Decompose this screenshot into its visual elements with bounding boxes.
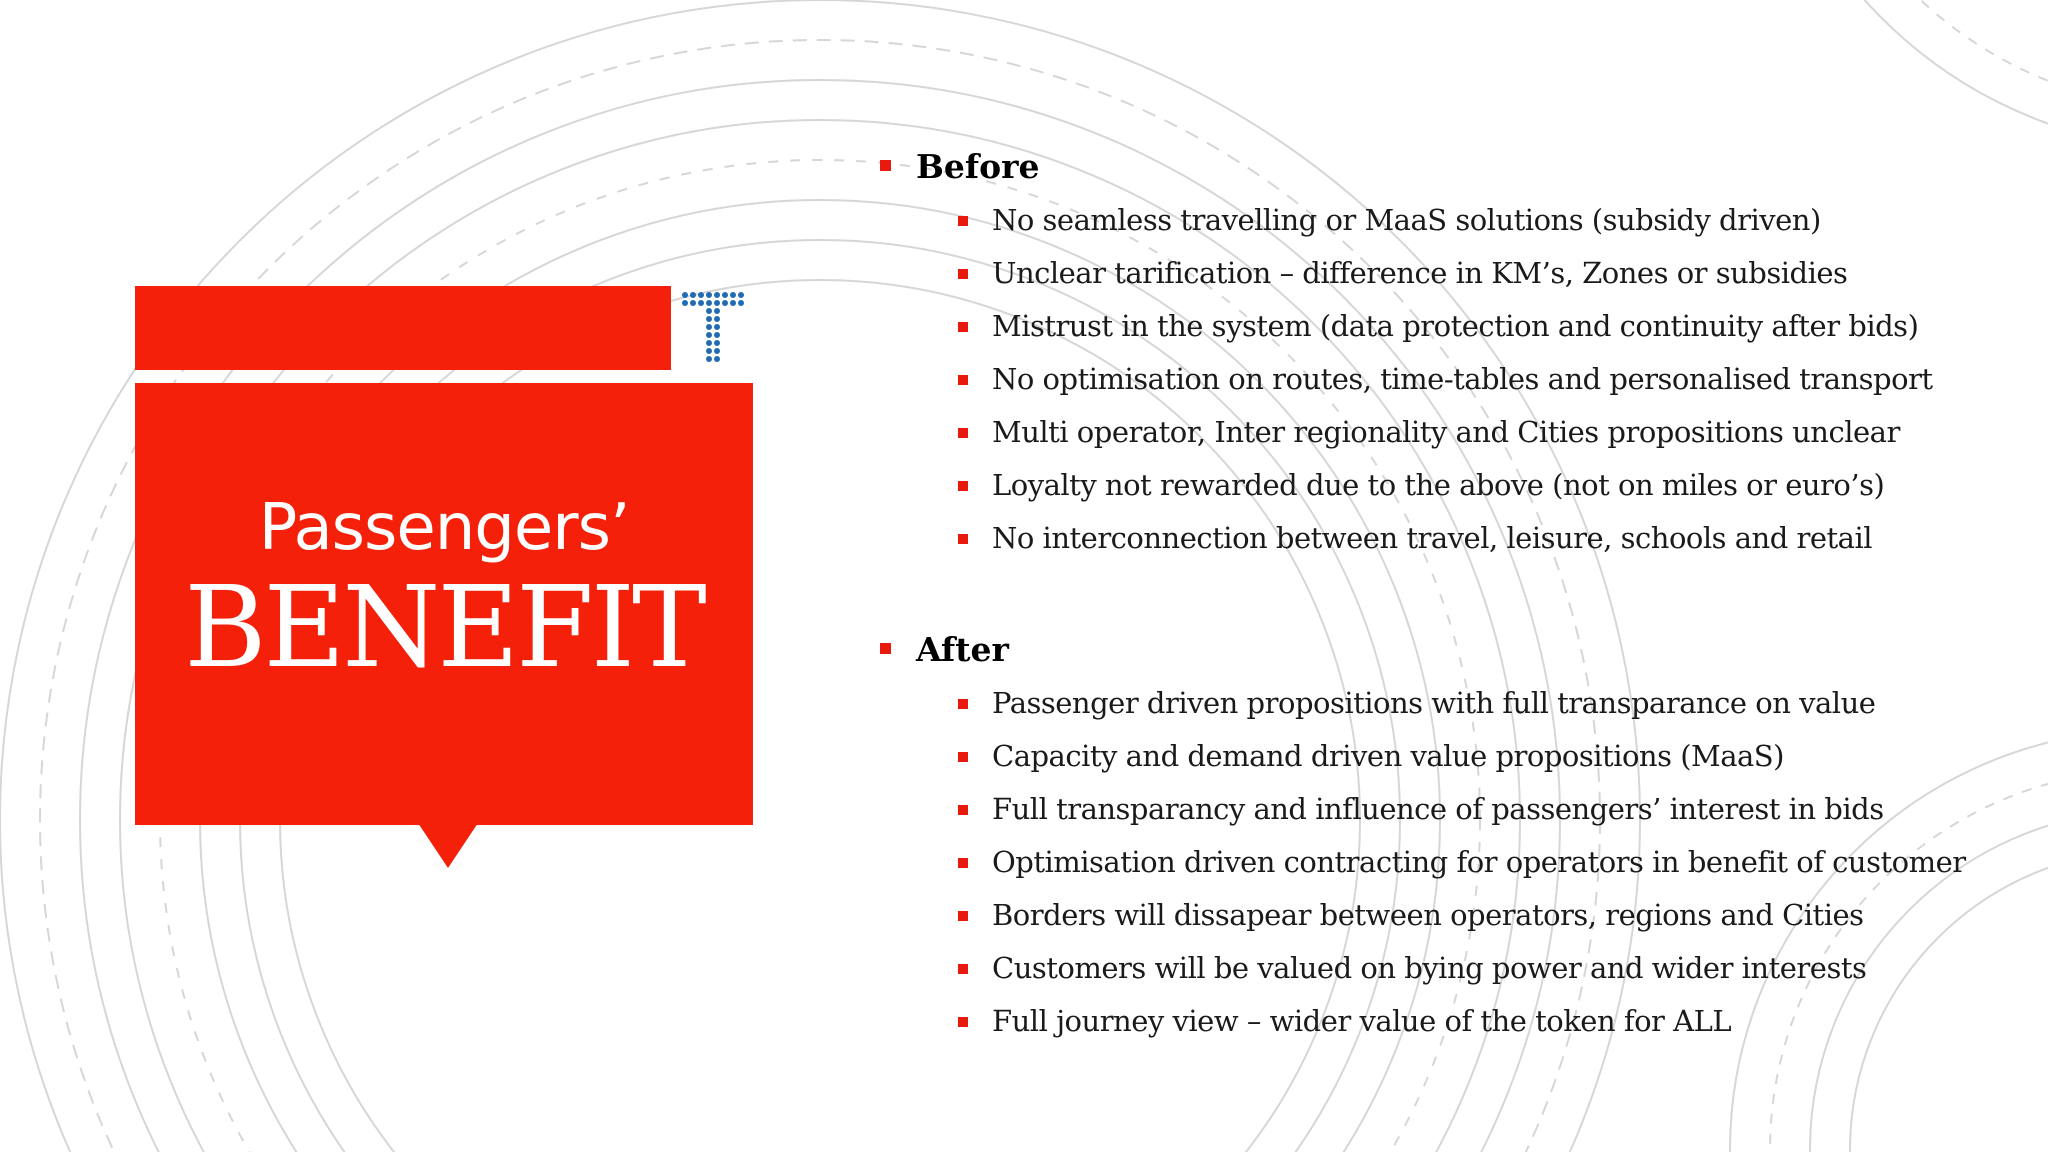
list-item: Mistrust in the system (data protection and continuity after bids)	[992, 300, 2010, 353]
list-item: Full transparancy and influence of passengers’ interest in bids	[992, 783, 2010, 836]
square-bullet-icon	[958, 805, 968, 815]
before-list	[870, 194, 2010, 565]
dotted-t-logo-icon	[681, 291, 745, 367]
speech-pointer	[418, 823, 478, 868]
after-heading: After	[870, 623, 2010, 677]
list-item: Full journey view – wider value of the token for ALL	[992, 995, 2010, 1048]
square-bullet-icon	[958, 858, 968, 868]
title-line-1: Passengers’	[258, 491, 630, 565]
list-item: Unclear tarification – difference in KM’s, Zones or subsidies	[992, 247, 2010, 300]
list-item: Borders will dissapear between operators, regions and Cities	[992, 889, 2010, 942]
square-bullet-icon	[958, 752, 968, 762]
square-bullet-icon	[880, 160, 891, 171]
list-item: Loyalty not rewarded due to the above (not on miles or euro’s)	[992, 459, 2010, 512]
list-item: Capacity and demand driven value propositions (MaaS)	[992, 730, 2010, 783]
after-list	[870, 677, 2010, 1048]
square-bullet-icon	[958, 1017, 968, 1027]
square-bullet-icon	[958, 375, 968, 385]
square-bullet-icon	[958, 911, 968, 921]
list-item: Multi operator, Inter regionality and Cities propositions unclear	[992, 406, 2010, 459]
square-bullet-icon	[880, 643, 891, 654]
section-gap	[870, 565, 2010, 623]
square-bullet-icon	[958, 322, 968, 332]
square-bullet-icon	[958, 534, 968, 544]
square-bullet-icon	[958, 269, 968, 279]
list-item: Passenger driven propositions with full transparance on value	[992, 677, 2010, 730]
before-heading: Before	[870, 140, 2010, 194]
list-item: No interconnection between travel, leisure, schools and retail	[992, 512, 2010, 565]
square-bullet-icon	[958, 699, 968, 709]
square-bullet-icon	[958, 216, 968, 226]
list-item: Optimisation driven contracting for operators in benefit of customer	[992, 836, 2010, 889]
list-item: No seamless travelling or MaaS solutions (subsidy driven)	[992, 194, 2010, 247]
square-bullet-icon	[958, 428, 968, 438]
title-line-2: BENEFIT	[184, 563, 704, 693]
header-red-bar	[135, 286, 671, 370]
list-item: No optimisation on routes, time-tables and personalised transport	[992, 353, 2010, 406]
list-item: Customers will be valued on bying power and wider interests	[992, 942, 2010, 995]
bullet-content	[870, 140, 2010, 1048]
square-bullet-icon	[958, 481, 968, 491]
square-bullet-icon	[958, 964, 968, 974]
